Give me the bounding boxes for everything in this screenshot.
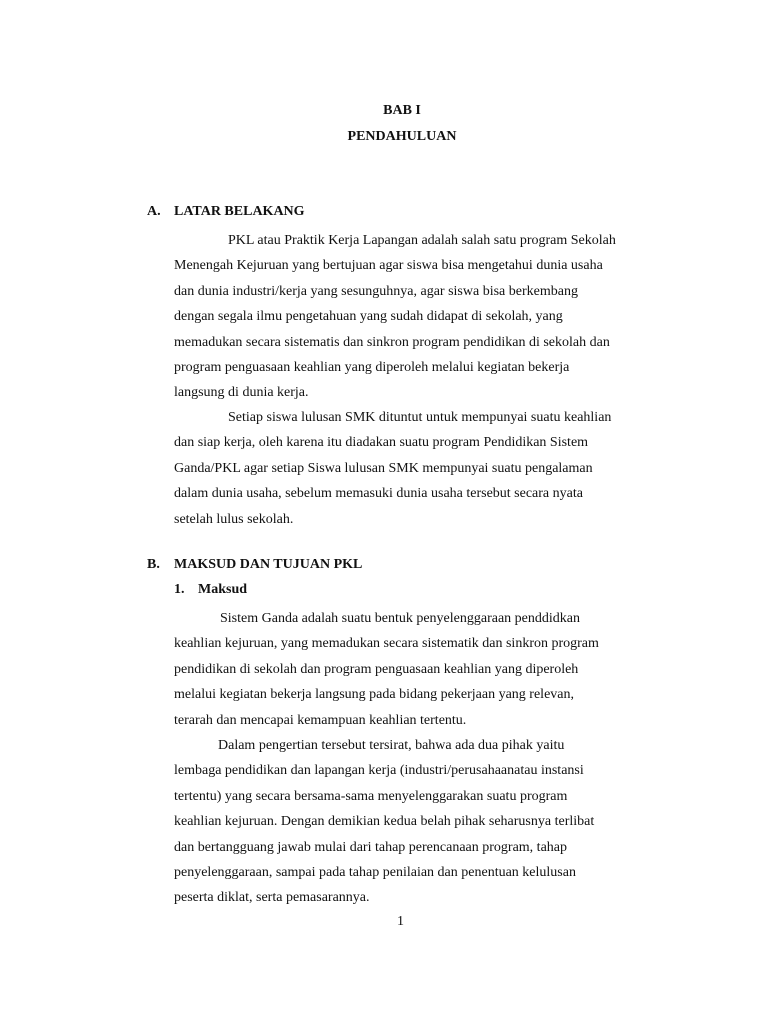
text-line: terarah dan mencapai kemampuan keahlian tertentu. <box>174 712 467 728</box>
section-b-title: MAKSUD DAN TUJUAN PKL <box>174 557 363 572</box>
text-line: penyelenggaraan, sampai pada tahap penilaian dan penentuan kelulusan <box>174 865 576 881</box>
chapter-title: PENDAHULUAN <box>347 129 457 144</box>
section-b-letter: B. <box>147 557 160 572</box>
text-line: dalam dunia usaha, sebelum memasuki dunia usaha tersebut secara nyata <box>174 486 583 502</box>
section-a-paragraph-1 <box>174 228 616 406</box>
text-line: Setiap siswa lulusan SMK dituntut untuk mempunyai suatu keahlian <box>228 410 612 425</box>
text-line: dan siap kerja, oleh karena itu diadakan suatu program Pendidikan Sistem <box>174 435 589 451</box>
text-line: Menengah Kejuruan yang bertujuan agar siswa bisa mengetahui dunia usaha <box>174 258 603 274</box>
text-line: melalui kegiatan bekerja langsung pada bidang pekerjaan yang relevan, <box>174 687 574 703</box>
text-line: langsung di dunia kerja. <box>174 385 309 401</box>
text-line: program penguasaan keahlian yang diperoleh melalui kegiatan bekerja <box>174 360 570 376</box>
subsection-paragraph-2 <box>174 733 594 911</box>
section-a-paragraph-2 <box>174 405 611 532</box>
text-line: keahlian kejuruan. Dengan demikian kedua belah pihak seharusnya terlibat <box>174 814 595 830</box>
text-line: dan dunia industri/kerja yang sesunguhnya, agar siswa bisa berkembang <box>174 283 578 299</box>
text-line: lembaga pendidikan dan lapangan kerja (industri/perusahaanatau instansi <box>174 763 584 779</box>
text-line: peserta diklat, serta pemasarannya. <box>174 890 370 906</box>
text-line: tertentu) yang secara bersama-sama menyelenggarakan suatu program <box>174 788 568 804</box>
subsection-title: Maksud <box>198 582 248 597</box>
text-line: Ganda/PKL agar setiap Siswa lulusan SMK mempunyai suatu pengalaman <box>174 460 593 476</box>
text-line: PKL atau Praktik Kerja Lapangan adalah salah satu program Sekolah <box>228 233 616 248</box>
text-line: memadukan secara sistematis dan sinkron program pendidikan di sekolah dan <box>174 334 610 350</box>
text-line: dengan segala ilmu pengetahuan yang sudah didapat di sekolah, yang <box>174 309 563 325</box>
section-a-title: LATAR BELAKANG <box>174 204 305 219</box>
text-line: keahlian kejuruan, yang memadukan secara sistematik dan sinkron program <box>174 636 599 652</box>
text-line: dan bertangguang jawab mulai dari tahap perencanaan program, tahap <box>174 839 567 855</box>
section-a-letter: A. <box>147 204 161 219</box>
text-line: Dalam pengertian tersebut tersirat, bahwa ada dua pihak yaitu <box>218 738 565 753</box>
subsection-paragraph-1 <box>174 606 599 733</box>
text-line: setelah lulus sekolah. <box>174 511 294 527</box>
page-number: 1 <box>397 914 404 929</box>
chapter-number: BAB I <box>383 103 421 118</box>
text-line: pendidikan di sekolah dan program penguasaan keahlian yang diperoleh <box>174 661 579 677</box>
text-line: Sistem Ganda adalah suatu bentuk penyelenggaraan penddidkan <box>220 611 580 626</box>
subsection-number: 1. <box>174 582 185 597</box>
